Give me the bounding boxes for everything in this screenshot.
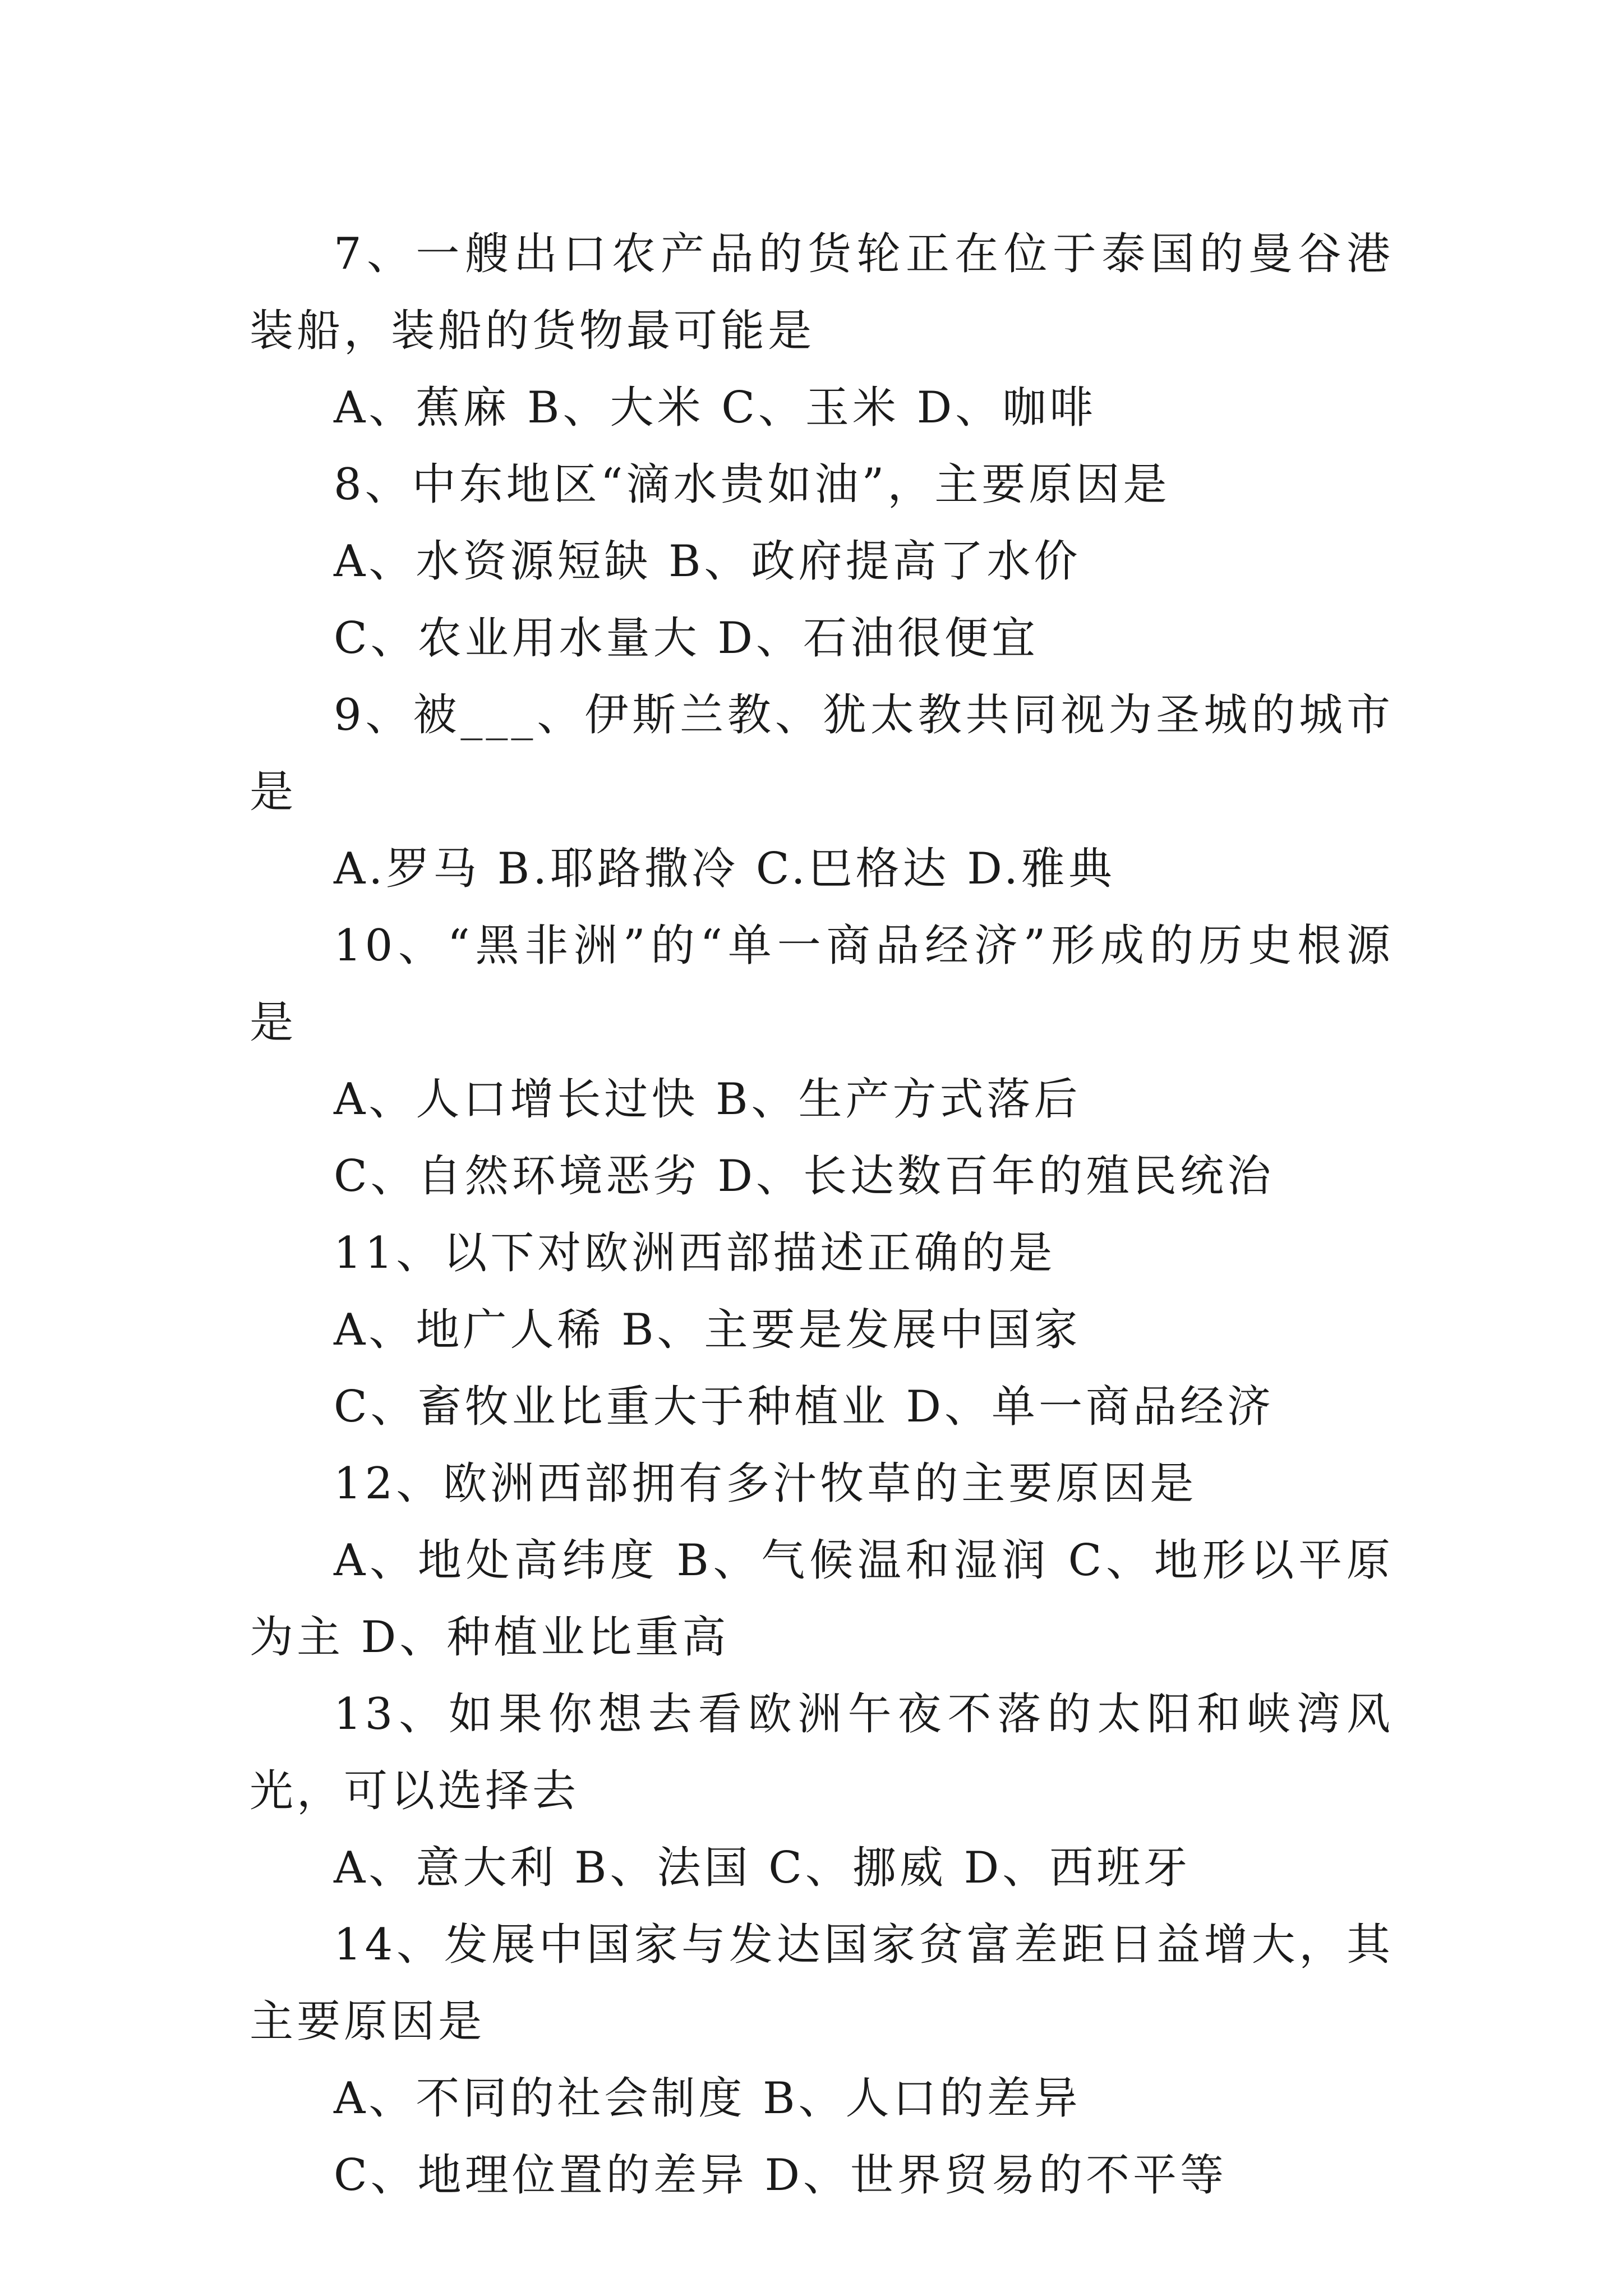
question-8-stem: 8、中东地区“滴水贵如油”，主要原因是: [334, 459, 1170, 510]
document-body: [250, 216, 1394, 2214]
question-8-options-cd: C、农业用水量大 D、石油很便宜: [334, 613, 1039, 664]
question-10-options-ab: A、人口增长过快 B、生产方式落后: [334, 1074, 1081, 1125]
question-8-options-ab: A、水资源短缺 B、政府提高了水价: [334, 536, 1081, 587]
question-11-stem: 11、以下对欧洲西部描述正确的是: [334, 1228, 1056, 1278]
question-11-options-ab: A、地广人稀 B、主要是发展中国家: [334, 1305, 1081, 1355]
question-13-stem: 13、如果你想去看欧洲午夜不落的太阳和峡湾风光，可以选择去: [250, 1689, 1394, 1816]
question-12-stem: 12、欧洲西部拥有多汁牧草的主要原因是: [334, 1458, 1197, 1509]
question-14-stem: 14、发展中国家与发达国家贫富差距日益增大，其主要原因是: [250, 1920, 1394, 2047]
question-13-options: A、意大利 B、法国 C、挪威 D、西班牙: [334, 1843, 1191, 1893]
question-7-stem: 7、一艘出口农产品的货轮正在位于泰国的曼谷港装船，装船的货物最可能是: [250, 229, 1394, 356]
question-9-stem: 9、被___、伊斯兰教、犹太教共同视为圣城的城市是: [250, 690, 1394, 817]
question-10-stem: 10、“黑非洲”的“单一商品经济”形成的历史根源是: [250, 921, 1394, 1048]
question-11-options-cd: C、畜牧业比重大于种植业 D、单一商品经济: [334, 1382, 1275, 1432]
question-7-options: A、蕉麻 B、大米 C、玉米 D、咖啡: [334, 383, 1097, 433]
question-14-options-cd: C、地理位置的差异 D、世界贸易的不平等: [334, 2150, 1228, 2201]
question-10-options-cd: C、自然环境恶劣 D、长达数百年的殖民统治: [334, 1151, 1275, 1202]
question-14-options-ab: A、不同的社会制度 B、人口的差异: [334, 2073, 1081, 2124]
question-9-options: A.罗马 B.耶路撒冷 C.巴格达 D.雅典: [334, 844, 1115, 894]
question-12-options: A、地处高纬度 B、气候温和湿润 C、地形以平原为主 D、种植业比重高: [250, 1535, 1394, 1663]
